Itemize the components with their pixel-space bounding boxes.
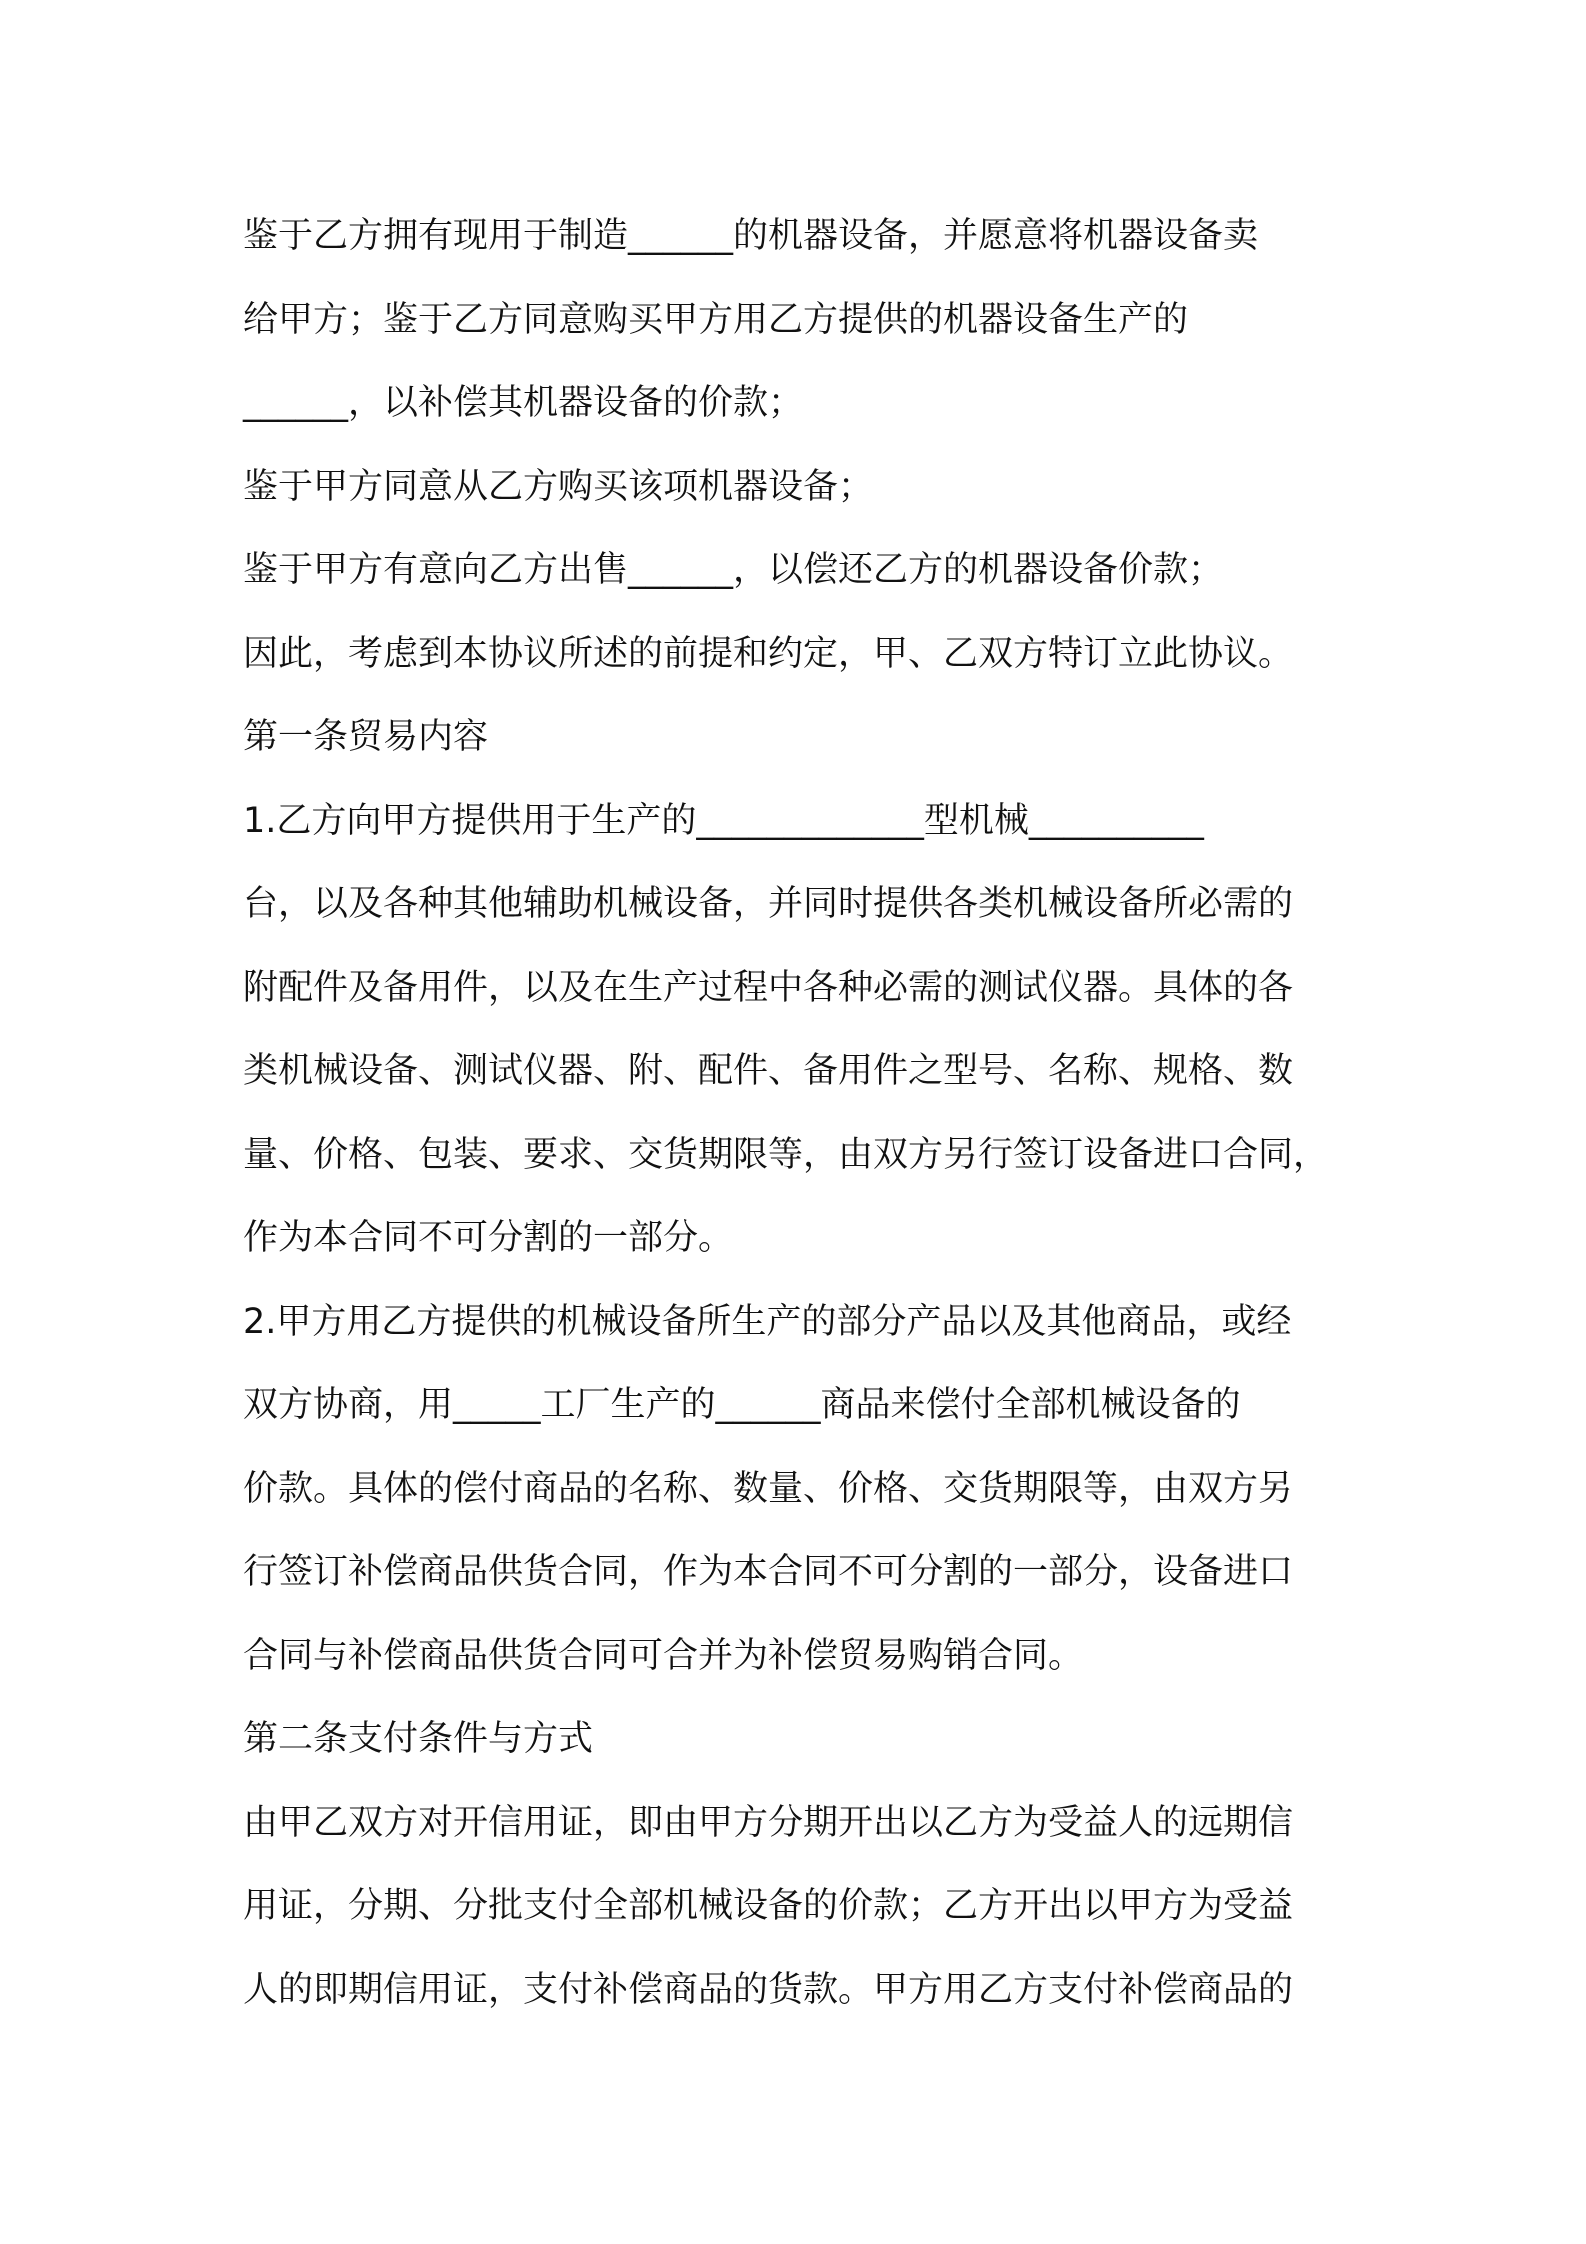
text-line-21: 用证，分期、分批支付全部机械设备的价款；乙方开出以甲方为受益 [243, 1886, 1294, 1926]
text-line-22: 人的即期信用证，支付补偿商品的货款。甲方用乙方支付补偿商品的 [243, 1969, 1294, 2010]
text-line-17: 行签订补偿商品供货合同，作为本合同不可分割的一部分，设备进口 [243, 1552, 1294, 1592]
section-heading-2: 第二条支付条件与方式 [243, 1719, 594, 1759]
text-line-16: 价款。具体的偿付商品的名称、数量、价格、交货期限等，由双方另 [243, 1468, 1294, 1509]
contract-text [243, 195, 1363, 2032]
text-line-18: 合同与补偿商品供货合同可合并为补偿贸易购销合同。 [243, 1635, 1084, 1676]
text-line-20: 由甲乙双方对开信用证，即由甲方分期开出以乙方为受益人的远期信 [243, 1802, 1294, 1843]
text-line-3: ______，以补偿其机器设备的价款； [243, 383, 804, 423]
text-line-11: 类机械设备、测试仪器、附、配件、备用件之型号、名称、规格、数 [243, 1051, 1294, 1091]
text-line-13: 作为本合同不可分割的一部分。 [243, 1218, 734, 1258]
text-line-5: 鉴于甲方有意向乙方出售______，以偿还乙方的机器设备价款； [243, 550, 1224, 590]
text-line-4: 鉴于甲方同意从乙方购买该项机器设备； [243, 466, 874, 507]
text-line-15: 双方协商，用_____工厂生产的______商品来偿付全部机械设备的 [243, 1385, 1241, 1425]
text-line-2: 给甲方；鉴于乙方同意购买甲方用乙方提供的机器设备生产的 [243, 299, 1189, 340]
text-line-1: 鉴于乙方拥有现用于制造______的机器设备，并愿意将机器设备卖 [243, 216, 1259, 256]
text-line-9: 台，以及各种其他辅助机械设备，并同时提供各类机械设备所必需的 [243, 884, 1294, 924]
text-line-8: 1.乙方向甲方提供用于生产的_____________型机械__________ [243, 800, 1204, 841]
text-line-10: 附配件及备用件，以及在生产过程中各种必需的测试仪器。具体的各 [243, 967, 1294, 1008]
text-line-6: 因此，考虑到本协议所述的前提和约定，甲、乙双方特订立此协议。 [243, 633, 1294, 674]
section-heading-1: 第一条贸易内容 [243, 717, 489, 757]
text-line-14: 2.甲方用乙方提供的机械设备所生产的部分产品以及其他商品，或经 [243, 1301, 1292, 1342]
text-line-12: 量、价格、包装、要求、交货期限等，由双方另行签订设备进口合同， [243, 1134, 1329, 1175]
